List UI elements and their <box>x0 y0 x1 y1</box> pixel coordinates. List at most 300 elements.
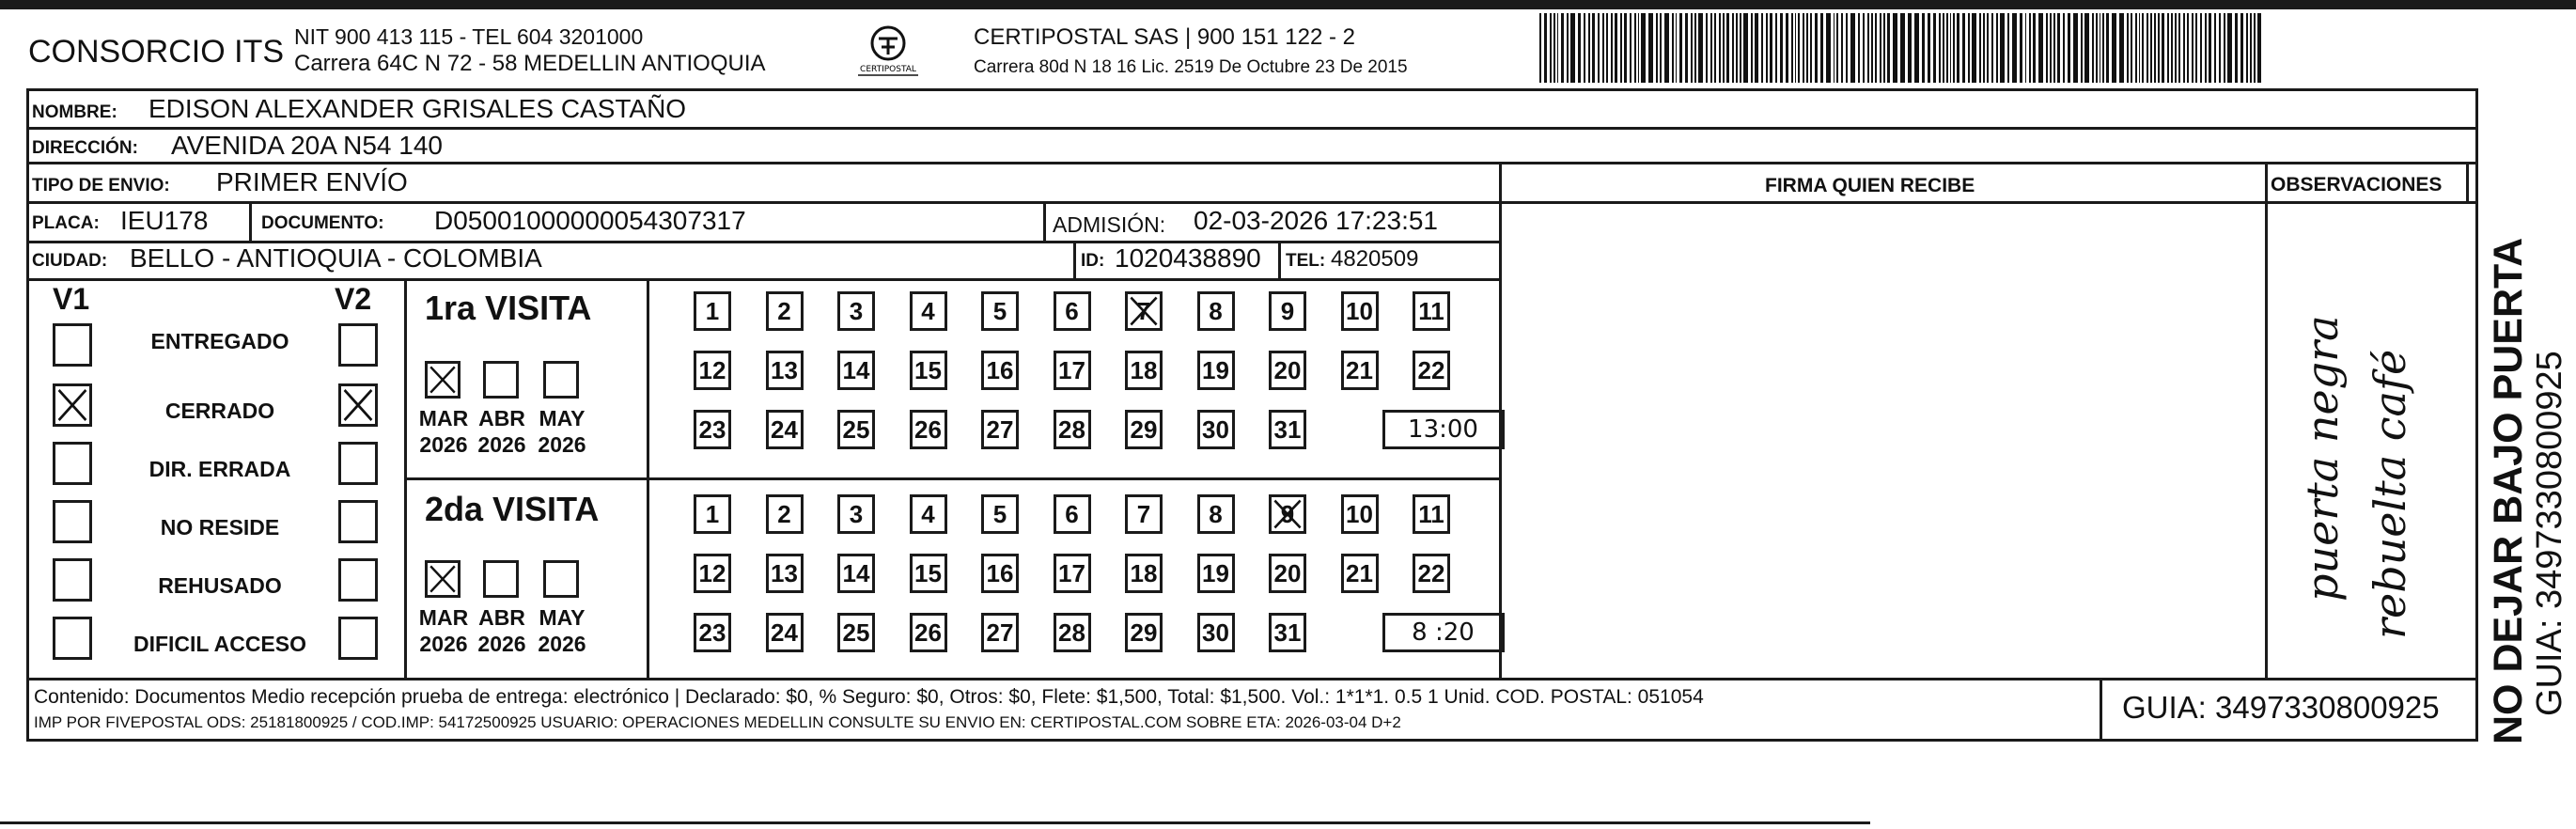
barcode-bar <box>1780 13 1783 83</box>
day-number: 9 <box>1280 296 1295 325</box>
footer-guia: GUIA: 3497330800925 <box>2122 690 2440 725</box>
day-number: 11 <box>1418 296 1444 325</box>
status-option-label: DIR. ERRADA <box>148 457 291 481</box>
v1-checkbox[interactable] <box>53 617 92 660</box>
day-number: 28 <box>1058 618 1085 647</box>
barcode-bar <box>1798 13 1800 83</box>
day-number: 2 <box>777 499 791 528</box>
day-number: 26 <box>914 618 942 647</box>
barcode-bar <box>2100 13 2101 83</box>
day-number: 3 <box>849 499 864 528</box>
barcode-bar <box>2167 13 2169 83</box>
barcode-bar <box>1726 13 1729 83</box>
day-box[interactable] <box>981 494 1019 534</box>
day-number: 22 <box>1417 355 1445 384</box>
status-option-label: DIFICIL ACCESO <box>133 632 306 656</box>
day-number: 12 <box>698 355 726 384</box>
day-box[interactable] <box>1054 494 1091 534</box>
barcode-bar <box>2147 13 2148 83</box>
barcode-bar <box>2158 13 2160 83</box>
barcode-bar <box>1841 13 1843 83</box>
postal-address: Carrera 80d N 18 16 Lic. 2519 De Octubre 23 De 2015 <box>974 57 1408 77</box>
day-number: 4 <box>921 296 935 325</box>
barcode-bar <box>1592 13 1595 83</box>
day-box[interactable] <box>1054 554 1091 593</box>
barcode-bar <box>1820 13 1823 83</box>
day-box[interactable] <box>1341 291 1379 331</box>
day-number: 8 <box>1209 499 1223 528</box>
nombre-label: NOMBRE: <box>32 102 117 122</box>
barcode-bar <box>1795 13 1797 83</box>
day-box[interactable] <box>766 351 804 390</box>
month-checkbox[interactable] <box>425 560 461 598</box>
documento-label: DOCUMENTO: <box>261 213 384 233</box>
barcode-bar <box>1656 13 1658 83</box>
barcode-bar <box>2235 13 2238 83</box>
v1-checkbox[interactable] <box>53 442 92 485</box>
barcode-bar <box>1775 13 1777 83</box>
day-number: 6 <box>1065 499 1079 528</box>
day-box[interactable] <box>694 291 731 331</box>
day-box[interactable] <box>837 291 875 331</box>
v2-checkbox[interactable] <box>338 500 378 543</box>
barcode-bar <box>1766 13 1768 83</box>
day-box[interactable] <box>1269 494 1306 534</box>
barcode-bar <box>1863 13 1865 83</box>
barcode-bar <box>1719 13 1721 83</box>
day-number: 30 <box>1202 618 1229 647</box>
year-label: 2026 <box>538 432 586 457</box>
day-number: 3 <box>849 296 864 325</box>
barcode-bar <box>2154 13 2156 83</box>
day-box[interactable] <box>837 613 875 652</box>
day-box[interactable] <box>1125 410 1163 449</box>
day-box[interactable] <box>981 351 1019 390</box>
top-border <box>0 0 2576 9</box>
barcode-bar <box>1943 13 1944 83</box>
barcode-bar <box>1620 13 1622 83</box>
day-box[interactable] <box>1054 410 1091 449</box>
day-number: 27 <box>986 618 1014 647</box>
day-box[interactable] <box>1197 291 1235 331</box>
barcode-bar <box>1567 13 1569 83</box>
day-number: 16 <box>986 558 1014 587</box>
barcode-bar <box>1553 13 1555 83</box>
barcode-bar <box>1957 13 1959 83</box>
v2-checkbox[interactable] <box>338 442 378 485</box>
day-box[interactable] <box>910 613 947 652</box>
barcode-bar <box>2025 13 2027 83</box>
day-number: 21 <box>1346 355 1373 384</box>
barcode-bar <box>1679 13 1682 83</box>
day-box[interactable] <box>1269 351 1306 390</box>
v2-checkbox[interactable] <box>338 617 378 660</box>
firma-header: FIRMA QUIEN RECIBE <box>1765 175 1975 196</box>
barcode-bar <box>2112 13 2116 83</box>
visit-time-box[interactable]: 13:00 <box>1382 410 1505 449</box>
barcode-bar <box>1698 13 1703 83</box>
day-number: 5 <box>992 499 1007 528</box>
barcode-bar <box>1968 13 1970 83</box>
barcode-bar <box>1810 13 1812 83</box>
barcode-bar <box>1624 13 1627 83</box>
day-box[interactable] <box>766 410 804 449</box>
day-box[interactable] <box>981 613 1019 652</box>
barcode-bar <box>2257 13 2262 83</box>
barcode-bar <box>1815 13 1818 83</box>
day-box[interactable] <box>1413 351 1450 390</box>
barcode-bar <box>1676 13 1678 83</box>
admision-value: 02-03-2026 17:23:51 <box>1194 206 1438 235</box>
barcode-bar <box>1983 13 1985 83</box>
day-box[interactable] <box>1054 351 1091 390</box>
day-number: 14 <box>842 355 870 384</box>
status-option-label: ENTREGADO <box>150 329 289 353</box>
month-checkbox[interactable] <box>483 560 519 598</box>
barcode-bar <box>1875 13 1878 83</box>
barcode-bar <box>2033 13 2036 83</box>
day-box[interactable] <box>1341 494 1379 534</box>
day-box[interactable] <box>1125 613 1163 652</box>
barcode-bar <box>1664 13 1669 83</box>
day-box[interactable] <box>910 351 947 390</box>
day-box[interactable] <box>1269 410 1306 449</box>
status-option-label: NO RESIDE <box>160 515 280 540</box>
day-box[interactable] <box>981 291 1019 331</box>
barcode-bar <box>1939 13 1941 83</box>
barcode-bar <box>1550 13 1552 83</box>
barcode-bar <box>1561 13 1564 83</box>
barcode-bar <box>2029 13 2031 83</box>
observation-note-2: rebuelta café <box>2365 349 2415 639</box>
day-box[interactable] <box>1197 351 1235 390</box>
barcode-bar <box>1858 13 1860 83</box>
barcode-bar <box>2192 13 2194 83</box>
month-label: MAR <box>418 605 469 630</box>
barcode-bar <box>2183 13 2185 83</box>
day-number: 7 <box>1136 296 1151 325</box>
barcode-bar <box>2131 13 2132 83</box>
day-number: 18 <box>1130 558 1158 587</box>
barcode-bar <box>2195 13 2197 83</box>
barcode-bar <box>1950 13 1952 83</box>
id-label: ID: <box>1081 251 1105 271</box>
day-number: 20 <box>1273 558 1302 587</box>
barcode-bar <box>1972 13 1976 83</box>
day-number: 12 <box>698 558 726 587</box>
company-name: CONSORCIO ITS <box>28 34 285 70</box>
day-box[interactable] <box>1054 613 1091 652</box>
v1-checkbox[interactable] <box>53 558 92 602</box>
barcode-bar <box>2227 13 2232 83</box>
barcode-bar <box>1691 13 1693 83</box>
day-number: 28 <box>1058 414 1085 444</box>
day-box[interactable] <box>1197 613 1235 652</box>
barcode-bar <box>2053 13 2055 83</box>
admision-label: ADMISIÓN: <box>1053 212 1166 237</box>
company-address: Carrera 64C N 72 - 58 MEDELLIN ANTIOQUIA <box>294 51 766 76</box>
v1-header: V1 <box>53 282 90 316</box>
barcode-bar <box>1611 13 1613 83</box>
nit-line: NIT 900 413 115 - TEL 604 3201000 <box>294 24 644 49</box>
bottom-rule <box>0 821 1870 824</box>
barcode-bar <box>1694 13 1696 83</box>
day-number: 19 <box>1202 355 1229 384</box>
day-number: 6 <box>1065 296 1079 325</box>
barcode-bar <box>1578 13 1581 83</box>
barcode-bar <box>1570 13 1575 83</box>
barcode <box>1539 13 2265 83</box>
barcode-bar <box>2050 13 2052 83</box>
day-number: 17 <box>1058 355 1085 384</box>
barcode-bar <box>2246 13 2248 83</box>
barcode-bar <box>2162 13 2164 83</box>
barcode-bar <box>2102 13 2104 83</box>
day-number: 1 <box>705 499 720 528</box>
barcode-bar <box>1761 13 1763 83</box>
visit-time-box[interactable]: 8 :20 <box>1382 613 1505 652</box>
day-box[interactable] <box>1269 554 1306 593</box>
day-number: 23 <box>698 618 726 647</box>
barcode-bar <box>2020 13 2022 83</box>
day-number: 31 <box>1273 414 1302 444</box>
svg-text:CERTIPOSTAL: CERTIPOSTAL <box>860 65 916 74</box>
day-box[interactable] <box>694 351 731 390</box>
day-number: 26 <box>914 414 942 444</box>
ciudad-label: CIUDAD: <box>32 251 108 271</box>
barcode-bar <box>1630 13 1631 83</box>
barcode-bar <box>1743 13 1748 83</box>
postal-name: CERTIPOSTAL SAS | 900 151 122 - 2 <box>974 24 1355 50</box>
barcode-bar <box>2012 13 2017 83</box>
v1-checkbox[interactable] <box>53 500 92 543</box>
placa-value: IEU178 <box>120 206 209 235</box>
placa-label: PLACA: <box>32 213 100 233</box>
id-value: 1020438890 <box>1115 243 1261 273</box>
day-box[interactable] <box>694 494 731 534</box>
barcode-bar <box>1962 13 1965 83</box>
day-box[interactable] <box>837 351 875 390</box>
month-checkbox[interactable] <box>543 361 579 399</box>
barcode-bar <box>1834 13 1835 83</box>
side-warning: NO DEJAR BAJO PUERTA <box>2486 237 2531 744</box>
footer-line1: Contenido: Documentos Medio recepción prueba de entrega: electrónico | Declarado: $0, % Seguro: $0, Otros: $0, Flete: $1,500, Total: $1,500. Vol.: 1*1*1. 0.5 1 Unid. COD. POSTAL: 051054 <box>34 686 1704 708</box>
barcode-bar <box>2096 13 2098 83</box>
barcode-bar <box>1638 13 1640 83</box>
barcode-bar <box>1648 13 1653 83</box>
day-number: 9 <box>1280 499 1295 528</box>
barcode-bar <box>2254 13 2256 83</box>
barcode-bar <box>1714 13 1717 83</box>
barcode-bar <box>1710 13 1712 83</box>
day-box[interactable] <box>1054 291 1091 331</box>
barcode-bar <box>1660 13 1662 83</box>
v1-checkbox[interactable] <box>53 383 92 427</box>
side-guia: GUIA: 3497330800925 <box>2530 351 2569 716</box>
v2-checkbox[interactable] <box>338 383 378 427</box>
day-box[interactable] <box>766 554 804 593</box>
day-box[interactable] <box>1413 291 1450 331</box>
month-label: ABR <box>478 406 525 430</box>
month-checkbox[interactable] <box>425 361 461 399</box>
barcode-bar <box>1606 13 1608 83</box>
day-box[interactable] <box>1197 494 1235 534</box>
status-option-label: CERRADO <box>164 399 275 423</box>
barcode-bar <box>2119 13 2124 83</box>
barcode-bar <box>1914 13 1919 83</box>
day-number: 27 <box>986 414 1014 444</box>
day-box[interactable] <box>1197 554 1235 593</box>
barcode-bar <box>1685 13 1688 83</box>
barcode-bar <box>1806 13 1808 83</box>
barcode-bar <box>1584 13 1585 83</box>
barcode-bar <box>1826 13 1831 83</box>
day-number: 15 <box>914 558 942 587</box>
barcode-bar <box>2178 13 2181 83</box>
year-label: 2026 <box>477 432 526 457</box>
v2-checkbox[interactable] <box>338 323 378 367</box>
month-checkbox[interactable] <box>483 361 519 399</box>
day-number: 23 <box>698 414 726 444</box>
month-label: MAY <box>539 605 585 630</box>
barcode-bar <box>2073 13 2078 83</box>
v2-header: V2 <box>335 282 372 316</box>
observation-note-1: puerta negra <box>2297 315 2348 602</box>
day-box[interactable] <box>837 410 875 449</box>
ciudad-value: BELLO - ANTIOQUIA - COLOMBIA <box>130 243 542 273</box>
barcode-bar <box>1755 13 1759 83</box>
day-box[interactable] <box>694 554 731 593</box>
barcode-bar <box>2038 13 2043 83</box>
day-number: 4 <box>921 499 935 528</box>
barcode-bar <box>2135 13 2137 83</box>
day-number: 15 <box>914 355 942 384</box>
day-box[interactable] <box>1413 494 1450 534</box>
day-number: 29 <box>1130 618 1158 647</box>
day-box[interactable] <box>837 494 875 534</box>
barcode-bar <box>1723 13 1725 83</box>
year-label: 2026 <box>477 632 526 656</box>
barcode-bar <box>1867 13 1869 83</box>
barcode-bar <box>2250 13 2252 83</box>
divider <box>26 88 2477 91</box>
barcode-bar <box>1588 13 1590 83</box>
barcode-bar <box>2127 13 2129 83</box>
day-number: 21 <box>1346 558 1373 587</box>
barcode-bar <box>2007 13 2009 83</box>
month-checkbox[interactable] <box>543 560 579 598</box>
barcode-bar <box>2187 13 2189 83</box>
barcode-bar <box>2205 13 2207 83</box>
day-box[interactable] <box>694 613 731 652</box>
v2-checkbox[interactable] <box>338 558 378 602</box>
day-box[interactable] <box>1125 351 1163 390</box>
day-number: 24 <box>771 414 798 444</box>
day-number: 10 <box>1346 499 1373 528</box>
day-number: 24 <box>771 618 798 647</box>
barcode-bar <box>1770 13 1772 83</box>
day-box[interactable] <box>766 613 804 652</box>
day-number: 18 <box>1130 355 1158 384</box>
barcode-bar <box>1598 13 1600 83</box>
day-number: 20 <box>1273 355 1302 384</box>
barcode-bar <box>1539 13 1541 83</box>
day-box[interactable] <box>1197 410 1235 449</box>
barcode-bar <box>2068 13 2070 83</box>
tipo-value: PRIMER ENVÍO <box>216 167 408 196</box>
day-box[interactable] <box>1269 613 1306 652</box>
day-box[interactable] <box>766 494 804 534</box>
day-box[interactable] <box>1125 291 1163 331</box>
day-number: 29 <box>1130 414 1158 444</box>
barcode-bar <box>1672 13 1674 83</box>
day-number: 2 <box>777 296 791 325</box>
v1-checkbox[interactable] <box>53 323 92 367</box>
day-box[interactable] <box>910 410 947 449</box>
visit2-title: 2da VISITA <box>425 490 600 528</box>
day-box[interactable] <box>1125 554 1163 593</box>
day-number: 31 <box>1273 618 1302 647</box>
barcode-bar <box>2219 13 2222 83</box>
day-box[interactable] <box>837 554 875 593</box>
documento-value: D05001000000054307317 <box>434 206 746 235</box>
day-box[interactable] <box>910 494 947 534</box>
day-box[interactable] <box>1341 351 1379 390</box>
day-box[interactable] <box>910 554 947 593</box>
day-box[interactable] <box>1269 291 1306 331</box>
day-number: 22 <box>1417 558 1445 587</box>
day-box[interactable] <box>981 410 1019 449</box>
day-number: 13 <box>771 355 798 384</box>
day-box[interactable] <box>981 554 1019 593</box>
barcode-bar <box>2142 13 2144 83</box>
day-box[interactable] <box>1413 554 1450 593</box>
barcode-bar <box>1602 13 1604 83</box>
day-number: 8 <box>1209 296 1223 325</box>
barcode-bar <box>1850 13 1855 83</box>
day-number: 25 <box>842 618 870 647</box>
barcode-bar <box>2209 13 2211 83</box>
barcode-bar <box>1922 13 1925 83</box>
barcode-bar <box>1883 13 1885 83</box>
day-box[interactable] <box>910 291 947 331</box>
year-label: 2026 <box>419 432 468 457</box>
day-box[interactable] <box>766 291 804 331</box>
day-box[interactable] <box>1341 554 1379 593</box>
barcode-bar <box>1893 13 1897 83</box>
day-number: 11 <box>1418 499 1444 528</box>
barcode-bar <box>1641 13 1646 83</box>
day-box[interactable] <box>694 410 731 449</box>
barcode-bar <box>1634 13 1636 83</box>
barcode-bar <box>1740 13 1741 83</box>
barcode-bar <box>2150 13 2152 83</box>
barcode-bar <box>1908 13 1912 83</box>
barcode-bar <box>1871 13 1873 83</box>
day-number: 13 <box>771 558 798 587</box>
barcode-bar <box>2171 13 2173 83</box>
barcode-bar <box>1791 13 1793 83</box>
month-label: MAR <box>418 406 469 430</box>
day-box[interactable] <box>1125 494 1163 534</box>
barcode-bar <box>1979 13 1981 83</box>
barcode-bar <box>1991 13 1993 83</box>
barcode-bar <box>2057 13 2060 83</box>
barcode-bar <box>2240 13 2243 83</box>
day-number: 10 <box>1346 296 1373 325</box>
barcode-bar <box>1996 13 1998 83</box>
visit1-title: 1ra VISITA <box>425 289 592 327</box>
